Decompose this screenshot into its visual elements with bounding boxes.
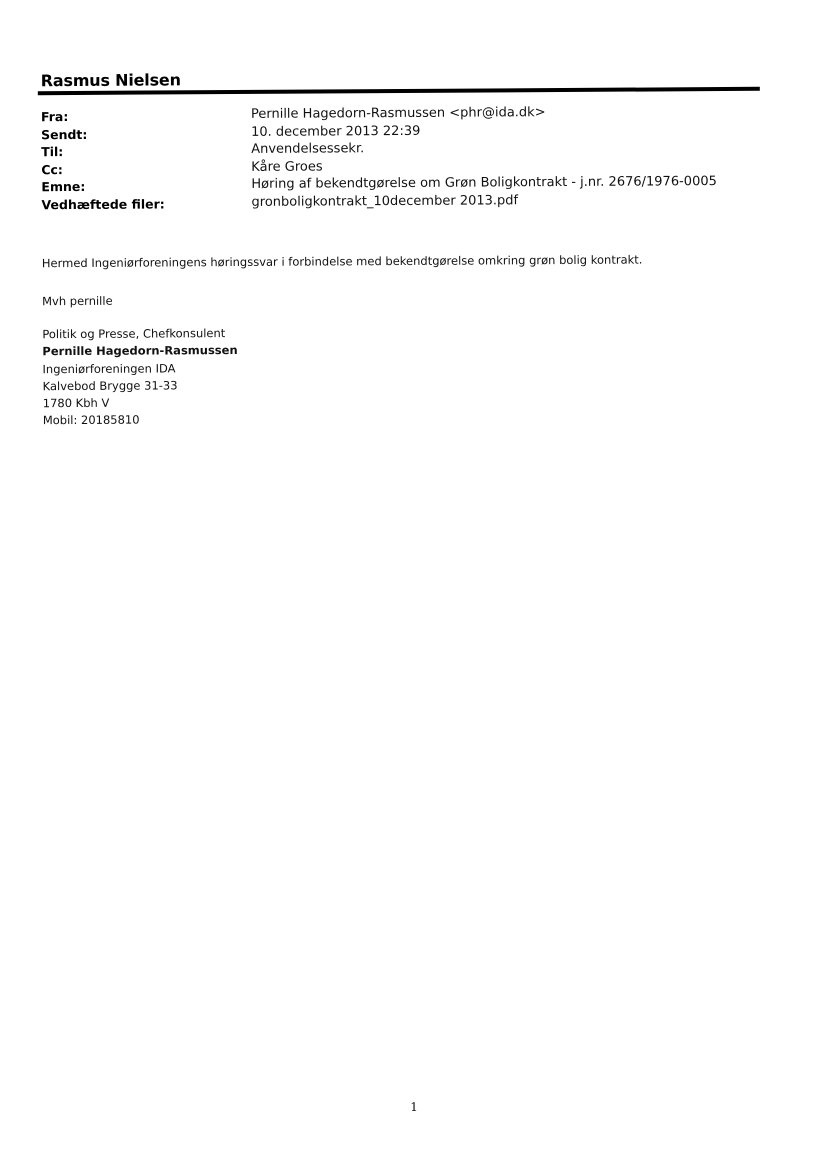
signature-organization: Ingeniørforeningen IDA xyxy=(42,360,176,376)
field-cc-value: Kåre Groes xyxy=(251,159,323,175)
field-sent-value: 10. december 2013 22:39 xyxy=(251,123,421,140)
sender-name-heading: Rasmus Nielsen xyxy=(40,70,181,91)
field-attachments-value: gronboligkontrakt_10december 2013.pdf xyxy=(251,193,519,210)
signature-title: Politik og Presse, Chefkonsulent xyxy=(42,326,226,342)
email-body: Hermed Ingeniørforeningens høringssvar i forbindelse med bekendtgørelse omkring grøn bolig kontrakt. xyxy=(41,252,643,271)
field-to-label: Til: xyxy=(41,144,64,160)
field-from-label: Fra: xyxy=(40,109,69,125)
signature-city: 1780 Kbh V xyxy=(42,395,110,411)
field-from-value: Pernille Hagedorn-Rasmussen <phr@ida.dk> xyxy=(250,105,546,122)
signature-mobile: Mobil: 20185810 xyxy=(42,413,140,428)
signature-street: Kalvebod Brygge 31-33 xyxy=(42,378,178,394)
signature-name: Pernille Hagedorn-Rasmussen xyxy=(42,343,238,359)
field-subject-value: Høring af bekendtgørelse om Grøn Boligkontrakt - j.nr. 2676/1976-0005 xyxy=(251,174,717,193)
page-number: 1 xyxy=(410,1099,418,1114)
field-subject-label: Emne: xyxy=(41,179,86,195)
email-header-fields xyxy=(41,105,742,215)
field-to-value: Anvendelsessekr. xyxy=(251,141,365,158)
email-signature xyxy=(42,325,238,430)
field-attachments-label: Vedhæftede filer: xyxy=(41,196,165,213)
email-greeting: Mvh pernille xyxy=(42,293,113,309)
field-cc-label: Cc: xyxy=(41,161,63,177)
field-attachments xyxy=(41,193,741,215)
field-sent-label: Sendt: xyxy=(41,126,88,142)
